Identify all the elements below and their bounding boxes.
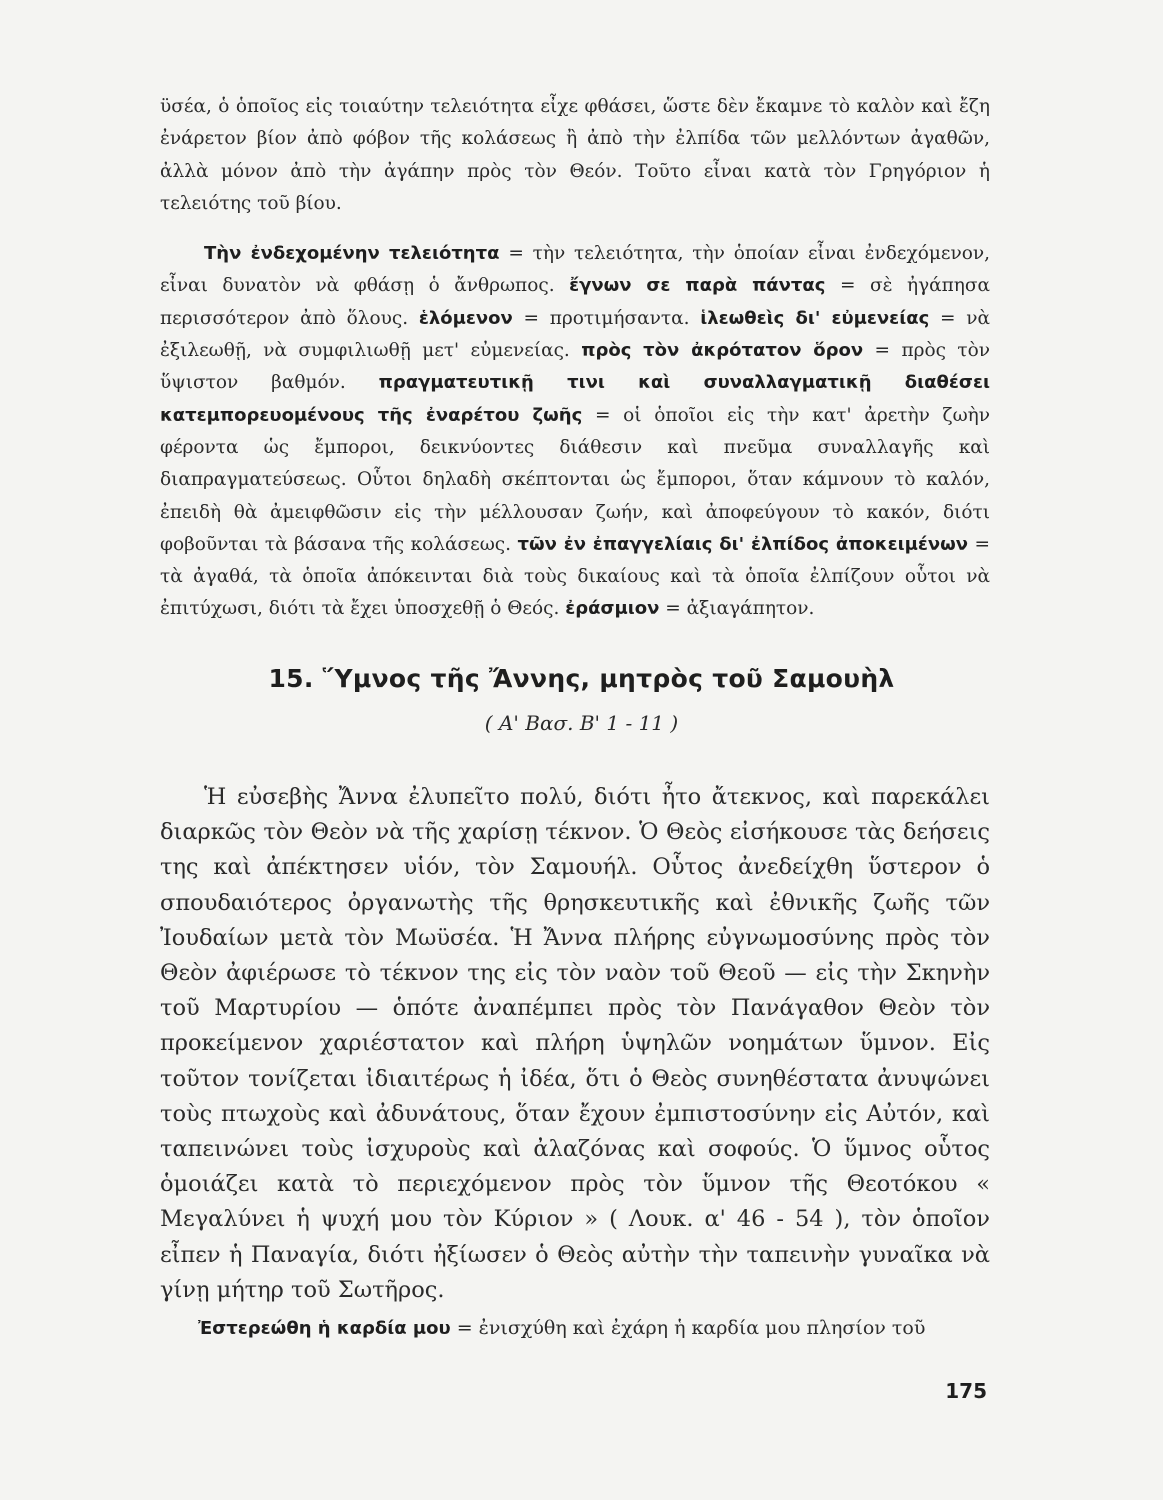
glossary-term: ἔγνων σε παρὰ πάντας: [569, 275, 826, 297]
main-text: [160, 780, 990, 1308]
glossary-term: πρὸς τὸν ἀκρότατον ὅρον: [581, 340, 864, 362]
scripture-reference: ( Α' Βασ. Β' 1 - 11 ): [484, 711, 679, 735]
glossary-definition: = οἱ ὁποῖοι εἰς τὴν κατ' ἀρετὴν ζωὴν φέροντα ὡς ἔμποροι, δεικνύοντες διάθεσιν καὶ πνεῦμα συναλλαγῆς καὶ διαπραγματεύσεως. Οὗτοι δηλαδὴ σκέπτονται ὡς ἔμποροι, ὅταν κάμνουν τὸ καλόν, ἐπειδὴ θὰ ἀμειφθῶσιν εἰς τὴν μέλλουσαν ζωήν, καὶ ἀποφεύγουν τὸ κακόν, διότι φοβοῦνται τὰ βάσανα τῆς κολάσεως.: [160, 404, 991, 555]
glossary-definition: = ἀξιαγάπητον.: [659, 598, 815, 620]
glossary-term: Ἐστερεώθη ἡ καρδία μου: [198, 1318, 451, 1339]
glossary-definition: = νὰ ἐξιλεωθῇ, νὰ συμφιλιωθῇ μετ' εὐμενείας.: [160, 307, 990, 362]
glossary-term: ἱλεωθεὶς δι' εὐμενείας: [700, 307, 930, 329]
glossary-definition: = προτιμήσαντα.: [512, 307, 701, 329]
commentary-section: [160, 91, 990, 626]
glossary-definition: = τὴν τελειότητα, τὴν ὁποίαν εἶναι ἐνδεχόμενον, εἶναι δυνατὸν νὰ φθάσῃ ὁ ἄνθρωπος.: [160, 243, 990, 297]
glossary-term: ἐράσμιον: [565, 598, 660, 620]
final-gloss: [160, 1312, 990, 1345]
glossary-term: πραγματευτικῇ τινι καὶ συναλλαγματικῇ διαθέσει κατεμπορευομένους τῆς ἐναρέτου ζωῆς: [160, 372, 990, 426]
intro-paragraph: ϋσέα, ὁ ὁποῖος εἰς τοιαύτην τελειότητα εἶχε φθάσει, ὥστε δὲν ἔκαμνε τὸ καλὸν καὶ ἔζη ἐνάρετον βίον ἀπὸ φόβον τῆς κολάσεως ἢ ἀπὸ τὴν ἐλπίδα τῶν μελλόντων ἀγαθῶν, ἀλλὰ μόνον ἀπὸ τὴν ἀγάπην πρὸς τὸν Θεόν. Τοῦτο εἶναι κατὰ τὸν Γρηγόριον ἡ τελειότης τοῦ βίου.: [160, 96, 990, 214]
glossary-term: τῶν ἐν ἐπαγγελίαις δι' ἐλπίδος ἀποκειμένων: [517, 533, 969, 555]
glossary-definition: = ἐνισχύθη καὶ ἐχάρη ἡ καρδία μου πλησίον τοῦ: [450, 1317, 926, 1339]
glossary-definition: = πρὸς τὸν ὕψιστον βαθμόν.: [160, 340, 990, 394]
page-number: 175: [945, 1379, 987, 1403]
glossary-definition: = σὲ ἠγάπησα περισσότερον ἀπὸ ὅλους.: [160, 275, 991, 329]
glossary-definition: = τὰ ἀγαθά, τὰ ὁποῖα ἀπόκεινται διὰ τοὺς δικαίους καὶ τὰ ὁποῖα ἐλπίζουν οὗτοι νὰ ἐπιτύχωσι, διότι τὰ ἔχει ὑποσχεθῇ ὁ Θεός.: [160, 533, 990, 620]
body-paragraph: Ἡ εὐσεβὴς Ἄννα ἐλυπεῖτο πολύ, διότι ἦτο ἄτεκνος, καὶ παρεκάλει διαρκῶς τὸν Θεὸν νὰ τῆς χαρίσῃ τέκνον. Ὁ Θεὸς εἰσήκουσε τὰς δεήσεις της καὶ ἀπέκτησεν υἱόν, τὸν Σαμουήλ. Οὗτος ἀνεδείχθη ὕστερον ὁ σπουδαιότερος ὀργανωτὴς τῆς θρησκευτικῆς καὶ ἐθνικῆς ζωῆς τῶν Ἰουδαίων μετὰ τὸν Μωϋσέα. Ἡ Ἄννα πλήρης εὐγνωμοσύνης πρὸς τὸν Θεὸν ἀφιέρωσε τὸ τέκνον της εἰς τὸν ναὸν τοῦ Θεοῦ — εἰς τὴν Σκηνὴν τοῦ Μαρτυρίου — ὁπότε ἀναπέμπει πρὸς τὸν Πανάγαθον Θεὸν τὸν προκείμενον χαριέστατον καὶ πλήρη ὑψηλῶν νοημάτων ὕμνον. Εἰς τοῦτον τονίζεται ἰδιαιτέρως ἡ ἰδέα, ὅτι ὁ Θεὸς συνηθέστατα ἀνυψώνει τοὺς πτωχοὺς καὶ ἀδυνάτους, ὅταν ἔχουν ἐμπιστοσύνην εἰς Αὐτόν, καὶ ταπεινώνει τοὺς ἰσχυροὺς καὶ ἀλαζόνας καὶ σοφούς. Ὁ ὕμνος οὗτος ὁμοιάζει κατὰ τὸ περιεχόμενον πρὸς τὸν ὕμνον τῆς Θεοτόκου « Μεγαλύνει ἡ ψυχή μου τὸν Κύριον » ( Λουκ. α' 46 - 54 ), τὸν ὁποῖον εἶπεν ἡ Παναγία, διότι ἠξίωσεν ὁ Θεὸς αὐτὴν τὴν ταπεινὴν γυναῖκα νὰ γίνῃ μήτηρ τοῦ Σωτῆρος.: [160, 784, 990, 1303]
glossary-term: Τὴν ἐνδεχομένην τελειότητα: [204, 243, 500, 265]
glossary-term: ἑλόμενον: [418, 307, 513, 329]
section-heading: 15. Ὕμνος τῆς Ἄννης, μητρὸς τοῦ Σαμουὴλ: [268, 664, 895, 693]
glossary-paragraph: [160, 238, 990, 626]
